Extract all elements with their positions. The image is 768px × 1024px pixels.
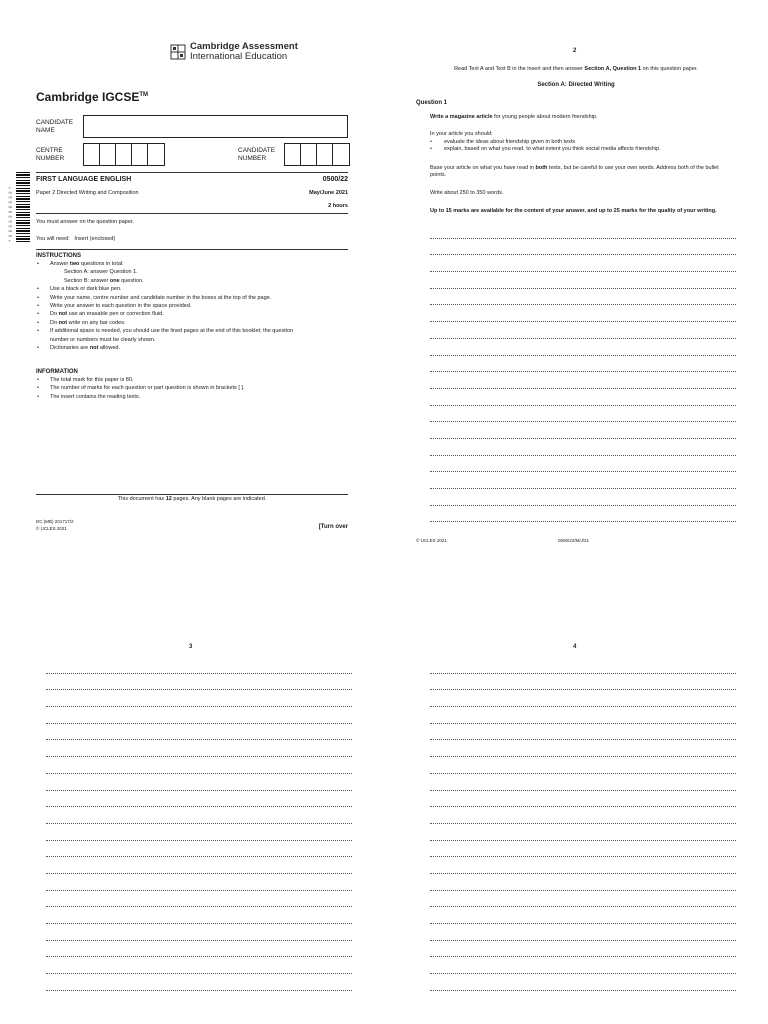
answer-lines[interactable] — [46, 657, 352, 991]
copyright: © UCLES 2021 — [36, 526, 67, 531]
answer-line[interactable] — [430, 791, 736, 808]
trademark: TM — [139, 92, 149, 98]
divider — [36, 172, 348, 173]
answer-line[interactable] — [46, 674, 352, 691]
barcode — [16, 172, 30, 242]
answer-line[interactable] — [430, 322, 736, 339]
page-number: 2 — [573, 48, 577, 54]
answer-line[interactable] — [430, 389, 736, 406]
document-reference: DC (MB) 201717/2 — [36, 519, 74, 524]
crest-icon — [170, 44, 186, 60]
exam-duration: 2 hours — [328, 203, 348, 209]
intro-text: Read Text A and Text B in the insert and then answer Section A, Question 1 on this question paper. — [454, 66, 698, 72]
instruction-item: • Dictionaries are not allowed. — [36, 344, 356, 352]
answer-line[interactable] — [430, 974, 736, 991]
answer-page-3 — [0, 600, 384, 1024]
divider — [36, 249, 348, 250]
answer-line[interactable] — [430, 724, 736, 741]
marks-note: Up to 15 marks are available for the content of your answer, and up to 25 marks for the quality of your writing. — [430, 208, 717, 214]
instruction-item: • Do not write on any bar codes. — [36, 319, 356, 327]
answer-line[interactable] — [46, 724, 352, 741]
answer-line[interactable] — [430, 807, 736, 824]
answer-line[interactable] — [430, 657, 736, 674]
answer-line[interactable] — [46, 924, 352, 941]
instructions-heading: INSTRUCTIONS — [36, 253, 81, 259]
information-heading: INFORMATION — [36, 369, 78, 375]
instructions-list — [36, 260, 356, 352]
answer-line[interactable] — [46, 857, 352, 874]
answer-line[interactable] — [430, 740, 736, 757]
answer-line[interactable] — [46, 774, 352, 791]
information-item: • The total mark for this paper is 80. — [36, 376, 356, 384]
answer-line[interactable] — [430, 456, 736, 473]
syllabus-code: 0500/22 — [322, 176, 348, 183]
answer-line[interactable] — [430, 907, 736, 924]
instruction-item: Section A: answer Question 1. — [64, 269, 138, 276]
answer-line[interactable] — [46, 907, 352, 924]
logo-line-2: International Education — [190, 51, 288, 62]
answer-line[interactable] — [430, 289, 736, 306]
answer-line[interactable] — [430, 305, 736, 322]
answer-line[interactable] — [430, 489, 736, 506]
paper-title: Paper 2 Directed Writing and Composition — [36, 190, 139, 196]
instruction-item: • Use a black or dark blue pen. — [36, 285, 356, 293]
answer-line[interactable] — [430, 472, 736, 489]
exam-session: May/June 2021 — [309, 190, 348, 196]
cambridge-logo — [170, 42, 298, 62]
answer-line[interactable] — [430, 674, 736, 691]
centre-number-label: CENTRE NUMBER — [36, 147, 65, 162]
instruction-item: number or numbers must be clearly shown. — [50, 336, 156, 343]
instruction-item: • Answer two questions in total: — [36, 260, 356, 268]
answer-line[interactable] — [430, 891, 736, 908]
answer-lines[interactable] — [430, 657, 736, 991]
answer-line[interactable] — [46, 740, 352, 757]
barcode-text: * 0 0 0 0 0 0 0 0 0 0 * — [8, 186, 13, 242]
information-item: • The insert contains the reading texts. — [36, 393, 356, 401]
divider — [36, 494, 348, 495]
information-list — [36, 376, 356, 401]
base-instruction: Base your article on what you have read in both texts, but be careful to use your own words. Address both of the bullet points. — [430, 165, 719, 179]
instruction-item: • Do not use an erasable pen or correction fluid. — [36, 310, 356, 318]
answer-line[interactable] — [46, 690, 352, 707]
will-need-note: You will need: Insert (enclosed) — [36, 236, 116, 242]
logo-line-1: Cambridge Assessment — [190, 41, 298, 52]
information-item: • The number of marks for each question or part question is shown in brackets [ ]. — [36, 384, 356, 392]
answer-line[interactable] — [430, 841, 736, 858]
copyright: © UCLES 2021 — [416, 538, 447, 543]
turn-over-label: [Turn over — [318, 524, 348, 530]
instruction-item: • Write your name, centre number and candidate number in the boxes at the top of the page. — [36, 294, 356, 302]
answer-line[interactable] — [430, 239, 736, 256]
candidate-name-field[interactable] — [83, 115, 348, 138]
candidate-number-label: CANDIDATE NUMBER — [238, 147, 276, 162]
answer-line[interactable] — [430, 924, 736, 941]
answer-page-4 — [384, 600, 768, 1024]
candidate-name-label: CANDIDATE NAME — [36, 119, 74, 134]
answer-line[interactable] — [430, 690, 736, 707]
answer-line[interactable] — [430, 824, 736, 841]
question-page — [384, 0, 768, 600]
lead-in: In your article you should: — [430, 131, 493, 137]
section-title: Section A: Directed Writing — [537, 82, 615, 88]
task-points — [430, 139, 736, 153]
answer-line[interactable] — [430, 356, 736, 373]
answer-line[interactable] — [430, 874, 736, 891]
answer-line[interactable] — [46, 941, 352, 958]
answer-line[interactable] — [430, 372, 736, 389]
answer-line[interactable] — [46, 657, 352, 674]
answer-line[interactable] — [430, 707, 736, 724]
task-point: • evaluate the ideas about friendship given in both texts — [430, 139, 736, 146]
answer-line[interactable] — [430, 255, 736, 272]
answer-lines[interactable] — [430, 222, 736, 522]
question-heading: Question 1 — [416, 100, 448, 106]
must-answer-note: You must answer on the question paper. — [36, 219, 134, 225]
divider — [36, 213, 348, 214]
answer-line[interactable] — [46, 807, 352, 824]
centre-number-field[interactable] — [83, 143, 165, 166]
answer-line[interactable] — [430, 339, 736, 356]
task-point: • explain, based on what you read, to what extent you think social media affects friendship. — [430, 146, 736, 153]
answer-line[interactable] — [430, 757, 736, 774]
instruction-item: • Write your answer to each question in the space provided. — [36, 302, 356, 310]
answer-line[interactable] — [430, 941, 736, 958]
answer-line[interactable] — [430, 957, 736, 974]
answer-line[interactable] — [430, 272, 736, 289]
page-number: 3 — [189, 644, 193, 650]
answer-line[interactable] — [430, 857, 736, 874]
subject-title: FIRST LANGUAGE ENGLISH — [36, 176, 132, 183]
qualification-title: Cambridge IGCSE™ — [36, 90, 149, 104]
answer-line[interactable] — [46, 757, 352, 774]
cover-page — [0, 0, 384, 600]
answer-line[interactable] — [46, 707, 352, 724]
answer-line[interactable] — [46, 841, 352, 858]
answer-line[interactable] — [46, 874, 352, 891]
instruction-item: Section B: answer one question. — [64, 277, 144, 284]
answer-line[interactable] — [46, 957, 352, 974]
paper-code-footer: 0500/22/M/J/21 — [558, 538, 590, 543]
answer-line[interactable] — [46, 791, 352, 808]
answer-line[interactable] — [430, 222, 736, 239]
answer-line[interactable] — [46, 824, 352, 841]
word-count: Write about 250 to 350 words. — [430, 190, 504, 196]
answer-line[interactable] — [46, 974, 352, 991]
answer-line[interactable] — [430, 422, 736, 439]
candidate-number-field[interactable] — [284, 143, 350, 166]
task-text: Write a magazine article for young people about modern friendship. — [430, 114, 598, 120]
answer-line[interactable] — [46, 891, 352, 908]
answer-line[interactable] — [430, 774, 736, 791]
instruction-item: • If additional space is needed, you should use the lined pages at the end of this booklet; the question — [36, 327, 356, 335]
answer-line[interactable] — [430, 406, 736, 423]
page-count-note: This document has 12 pages. Any blank pages are indicated. — [117, 496, 267, 502]
answer-line[interactable] — [430, 506, 736, 523]
answer-line[interactable] — [430, 439, 736, 456]
page-number: 4 — [573, 644, 577, 650]
